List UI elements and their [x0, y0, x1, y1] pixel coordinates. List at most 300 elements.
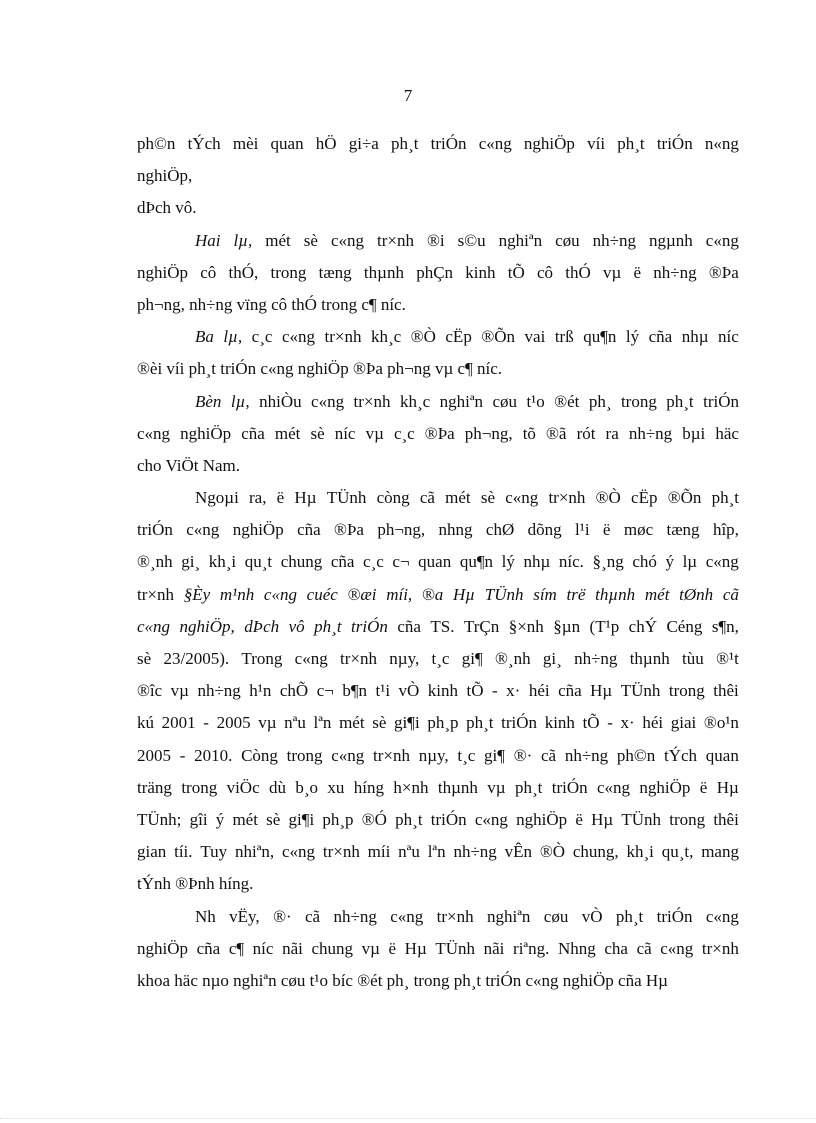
word: mét [445, 488, 471, 508]
word: sè [310, 423, 325, 443]
word: sím [533, 584, 557, 604]
word: h×nh [393, 777, 429, 797]
word: tùu [682, 649, 704, 668]
word: qu¸t, [661, 842, 694, 862]
word: ý [215, 809, 225, 829]
word: ë [699, 777, 708, 797]
word: 2005 [216, 713, 251, 733]
word: héi [528, 681, 550, 701]
word: nghiÖp, [179, 616, 235, 636]
word: tØnh [679, 584, 714, 604]
document-body [137, 131, 739, 1000]
word: ®o¹n [703, 713, 739, 733]
word: thµnh [363, 262, 404, 282]
text-line [137, 421, 739, 453]
text-line [137, 260, 739, 292]
word: thÓ, [228, 262, 259, 282]
word: trong [181, 777, 218, 797]
word: nghiªn [486, 906, 531, 926]
word: nh÷ng [197, 681, 241, 701]
word: b¸o [295, 777, 319, 797]
word: nh÷ng [592, 230, 636, 250]
word: lµ, [223, 327, 243, 347]
word: ®ã [546, 423, 567, 443]
word: nhng [438, 520, 473, 540]
word: c¶ [228, 938, 245, 958]
word: Bèn [195, 391, 222, 411]
word: lªn [427, 842, 446, 862]
word: tr×nh [548, 488, 586, 508]
word: tÝch [664, 745, 698, 765]
word: ph¬ng, [464, 423, 513, 443]
word: mét [339, 713, 365, 733]
word: nghiªn [439, 391, 484, 411]
word: Céng [666, 616, 703, 636]
word: tíi. [174, 842, 193, 862]
word: kinh [465, 262, 496, 282]
word: triÓn [703, 391, 739, 411]
word: ra [605, 423, 619, 443]
word: ®ét [554, 391, 580, 411]
word: thµnh [437, 777, 478, 797]
text-line [137, 549, 739, 581]
word: TÜnh [326, 488, 367, 508]
word: lµ, [230, 391, 250, 411]
word: Hµ [716, 777, 739, 797]
word: víi [587, 134, 606, 153]
text-line [137, 839, 739, 871]
word: tr×nh [373, 745, 410, 765]
word: Trong [241, 649, 283, 668]
text-line [137, 646, 739, 678]
paragraph-ba-la [137, 324, 739, 388]
word: kinh [544, 713, 575, 733]
word: chó [632, 552, 657, 572]
word: qu¸t [244, 552, 273, 572]
word: níc. [558, 552, 584, 572]
word: TÜnh [621, 809, 662, 829]
word: t¹o [526, 391, 545, 411]
word: trong [668, 681, 705, 701]
word: quan [270, 134, 304, 153]
text-line [137, 389, 739, 421]
word: mang [701, 842, 739, 862]
word: nghiÖp [232, 520, 284, 540]
word: nghiÖp [137, 262, 188, 282]
word: híng [353, 777, 385, 797]
word: tÕ [582, 713, 600, 733]
word: c¸c [363, 552, 384, 572]
word: chung, [572, 842, 619, 862]
word: tr×nh [436, 906, 474, 926]
word: Hµ [294, 488, 317, 508]
word: tr×nh [324, 327, 362, 347]
word: triÓn [656, 906, 693, 926]
word: mét [265, 230, 291, 250]
line-text: cho ViÖt Nam. [137, 455, 241, 475]
text-line [137, 936, 739, 968]
word: ®Õn [667, 488, 702, 508]
word: c¸c [251, 327, 273, 347]
word: tÝch [187, 134, 221, 153]
word: c«ng [474, 809, 508, 829]
word: ®Ó [361, 809, 387, 829]
word: nhiªn, [234, 842, 275, 862]
word: vÊn [504, 842, 533, 862]
word: trß [554, 327, 574, 347]
word: nh÷ng [453, 842, 497, 862]
word: trong [270, 262, 307, 282]
text-line [137, 292, 739, 324]
text-line [137, 356, 739, 388]
word: mèi [232, 134, 259, 153]
word: 2001 [161, 713, 196, 733]
word: ph¸p [427, 713, 459, 733]
text-line [137, 775, 739, 807]
word: Hµ [453, 584, 476, 604]
word: ë [602, 520, 611, 540]
word: c«ng [596, 777, 631, 797]
word: Nhng [557, 938, 596, 958]
word: ph©n [137, 134, 176, 153]
word: nhµ [681, 327, 709, 347]
word: gi¸ [542, 649, 562, 668]
word: cã [541, 745, 557, 765]
word: h¹n [249, 681, 272, 701]
text-line [137, 131, 739, 163]
line-text: khoa häc nµo nghiªn cøu t¹o bíc ®ét ph¸ trong ph¸t triÓn c«ng nghiÖp cña Hµ [137, 970, 668, 990]
page-number: 7 [403, 86, 413, 105]
word: c«ng [263, 584, 297, 604]
word: cËp [445, 327, 472, 347]
word: ph¸t [514, 777, 543, 797]
word: nªu [284, 713, 306, 733]
word: c«ng [390, 906, 424, 926]
word: ®Þa [424, 423, 455, 443]
word: bµi [682, 423, 706, 443]
word: c¸c [393, 423, 415, 443]
word: cña [397, 616, 421, 636]
word: triÓn [501, 713, 538, 733]
word: vai [524, 327, 546, 347]
word: ®Ò [410, 327, 436, 347]
word: l¹i [575, 520, 590, 540]
line-text: ph¬ng, nh÷ng vïng cô thÓ trong c¶ níc. [137, 294, 406, 314]
word: ý [665, 552, 674, 572]
word: nghiÖp [180, 423, 232, 443]
word: gi¶i [394, 713, 420, 733]
word: c«ng [311, 391, 345, 411]
word: riªng. [513, 938, 550, 958]
word: c«ng [294, 649, 328, 668]
word: Hai [195, 230, 221, 250]
word: tr×nh [377, 230, 414, 250]
word: §Èy [183, 584, 211, 604]
word: t¸c [431, 649, 450, 668]
word: b¶n [342, 681, 368, 701]
word: triÓn [430, 809, 467, 829]
word: nh÷ng [628, 423, 673, 443]
word: ra, [249, 488, 267, 508]
word: c«ng [705, 230, 739, 250]
word: c«ng [705, 906, 739, 926]
word: ngµnh [648, 230, 693, 250]
word: gi¸ [181, 552, 201, 572]
word: TS. [430, 616, 455, 636]
text-line [137, 807, 739, 839]
word: c«ng [705, 552, 739, 572]
word: vµ [170, 681, 189, 701]
word: TrÇn [463, 616, 500, 636]
word: phÇn [416, 262, 454, 282]
word: hîp, [712, 520, 739, 540]
word: chÝ [628, 616, 657, 636]
word: gi÷a [348, 134, 379, 153]
text-line [137, 871, 739, 903]
text-line [137, 904, 739, 936]
word: kú [137, 713, 154, 733]
word: vµ [361, 938, 380, 958]
word: - [179, 745, 186, 765]
word: ph¸t [395, 809, 423, 829]
word: tÕ [466, 681, 484, 701]
word: c«ng [281, 842, 316, 862]
word: ph¸p [322, 809, 354, 829]
page-bottom-edge [0, 1118, 816, 1119]
word: quan [418, 552, 452, 572]
word: cËp [631, 488, 658, 508]
paragraph-ngoai-ra [137, 485, 739, 903]
text-line [137, 195, 739, 227]
word: m¹nh [219, 584, 255, 604]
word: qu¶n [459, 552, 494, 572]
word: vÒ [581, 906, 603, 926]
word: níc [334, 423, 356, 443]
word: ph¸ [588, 391, 612, 411]
word: s©u [457, 230, 486, 250]
word: tõ [522, 423, 536, 443]
word: tr×nh [353, 391, 391, 411]
word: sè [480, 488, 495, 508]
word: ph¸t [617, 134, 645, 153]
word: gîi [189, 809, 208, 829]
word: viÖc [226, 777, 260, 797]
word: - [607, 713, 613, 733]
text-line [137, 678, 739, 710]
word: mét [644, 584, 670, 604]
word: thµnh [629, 649, 670, 668]
word: x· [620, 713, 635, 733]
word: mét [274, 423, 301, 443]
word: trong [669, 809, 706, 829]
word: níc [718, 327, 739, 347]
word: tæng [666, 520, 700, 540]
word: ë [575, 809, 583, 829]
word: ®Õn [481, 327, 516, 347]
word: nµy, [389, 649, 420, 668]
word: nµy, [418, 745, 449, 765]
word: Tuy [200, 842, 228, 862]
word: gi¶i [288, 809, 315, 829]
word: ®îc [137, 681, 163, 701]
word: cña [241, 423, 265, 443]
text-line [137, 614, 739, 646]
word: kh¸i [208, 552, 237, 572]
word: vô [288, 616, 305, 636]
paragraph-hai-la [137, 228, 739, 325]
word: chung [280, 552, 323, 572]
word: ®Ò [595, 488, 621, 508]
word: ®Þa [708, 262, 739, 282]
word: thÓ [565, 262, 591, 282]
word: trong [620, 391, 657, 411]
word: míi [367, 842, 391, 862]
word: chØ [485, 520, 515, 540]
word: Còng [241, 745, 278, 765]
word: héi [642, 713, 664, 733]
word: cøu [555, 230, 580, 250]
word: trong [286, 745, 323, 765]
word: ë [388, 938, 397, 958]
word: ph©n [616, 745, 656, 765]
word: rót [576, 423, 596, 443]
word: sè [303, 230, 318, 250]
word: cøu [543, 906, 569, 926]
word: vËy, [229, 906, 260, 926]
word: chÕ [279, 681, 309, 701]
word: s¶n, [711, 616, 739, 636]
word: nh÷ng [333, 906, 377, 926]
word: dõng [527, 520, 562, 540]
word: míi, [386, 584, 413, 604]
word: Ngoµi [195, 488, 239, 508]
word: thµnh [595, 584, 636, 604]
word: träng [137, 777, 172, 797]
word: ®¸nh [137, 552, 173, 572]
word: nghiÖp [516, 809, 568, 829]
word: cã [419, 488, 435, 508]
paragraph-bon-la [137, 389, 739, 486]
word: tr×nh [340, 649, 377, 668]
word: Ba [195, 327, 214, 347]
word: ph¸t [466, 713, 494, 733]
word: nãi [282, 938, 303, 958]
text-line [137, 324, 739, 356]
word: vµ [602, 262, 622, 282]
word: triÓn [551, 777, 588, 797]
word: §¸ng [592, 552, 624, 572]
word: vÒ [398, 681, 420, 701]
word: c«ng [660, 938, 694, 958]
word: thêi [713, 809, 739, 829]
word: ®¹t [716, 649, 739, 668]
word: cha [604, 938, 628, 958]
word: tÕ [507, 262, 525, 282]
paragraph-intro [137, 131, 739, 228]
word: vµ [487, 777, 506, 797]
word: cuéc [306, 584, 338, 604]
word: tr×nh [322, 842, 360, 862]
word: chung [311, 938, 353, 958]
word: lµ [682, 552, 698, 572]
word: ph¸t [391, 134, 419, 153]
word: c«ng [505, 488, 539, 508]
text-line [137, 453, 739, 485]
word: sè [137, 649, 152, 668]
word: cña [297, 520, 321, 540]
word: cã [305, 906, 321, 926]
word: tr×nh [137, 584, 174, 604]
word: nh÷ng [653, 262, 697, 282]
word: nãi [483, 938, 505, 958]
word: c¬ [392, 552, 410, 572]
text-line [137, 968, 739, 1000]
word: t¸c [457, 745, 476, 765]
word: dù [269, 777, 286, 797]
word: §µn [553, 616, 581, 636]
word: cña [196, 938, 221, 958]
word: c«ng [137, 616, 171, 636]
word: thêi [713, 681, 739, 701]
word: TÜnh [435, 938, 476, 958]
line-text: tÝnh ®Þnh híng. [137, 874, 254, 894]
word: ®Ò [539, 842, 566, 862]
word: (T¹p [589, 616, 620, 636]
word: nghiªn [498, 230, 543, 250]
word: Nh [195, 906, 216, 926]
word: häc [715, 423, 739, 443]
word: dÞch [244, 616, 280, 636]
word: triÓn [430, 134, 467, 153]
text-line [137, 582, 739, 614]
word: giai [670, 713, 697, 733]
word: ph¸t [711, 488, 739, 508]
word: lªn [313, 713, 332, 733]
word: c«ng [331, 745, 365, 765]
word: tæng [318, 262, 352, 282]
word: trë [566, 584, 586, 604]
word: cña [330, 552, 355, 572]
word: ®a [421, 584, 444, 604]
word: 2005 [137, 745, 171, 765]
word: sè [266, 809, 281, 829]
word: cña [558, 681, 582, 701]
word: Hµ [404, 938, 427, 958]
word: kinh [427, 681, 459, 701]
line-text: dÞch vô. [137, 198, 197, 218]
word: TÜnh [484, 584, 524, 604]
word: c«ng [478, 134, 512, 153]
word: c«ng [330, 230, 364, 250]
word: gian [137, 842, 167, 862]
word: lµ, [233, 230, 253, 250]
word: - [203, 713, 209, 733]
word: nhµ [523, 552, 551, 572]
word: hÖ [315, 134, 337, 153]
word: ë [633, 262, 642, 282]
word: lý [501, 552, 515, 572]
word: qu¶n [583, 327, 617, 347]
word: - [492, 681, 498, 701]
word: còng [376, 488, 410, 508]
word: triÓn [351, 616, 388, 636]
word: ®· [513, 745, 533, 765]
word: TÜnh; [137, 809, 182, 829]
word: cøu [492, 391, 517, 411]
word: xu [327, 777, 345, 797]
word: cô [536, 262, 554, 282]
word: nhiÒu [259, 391, 302, 411]
